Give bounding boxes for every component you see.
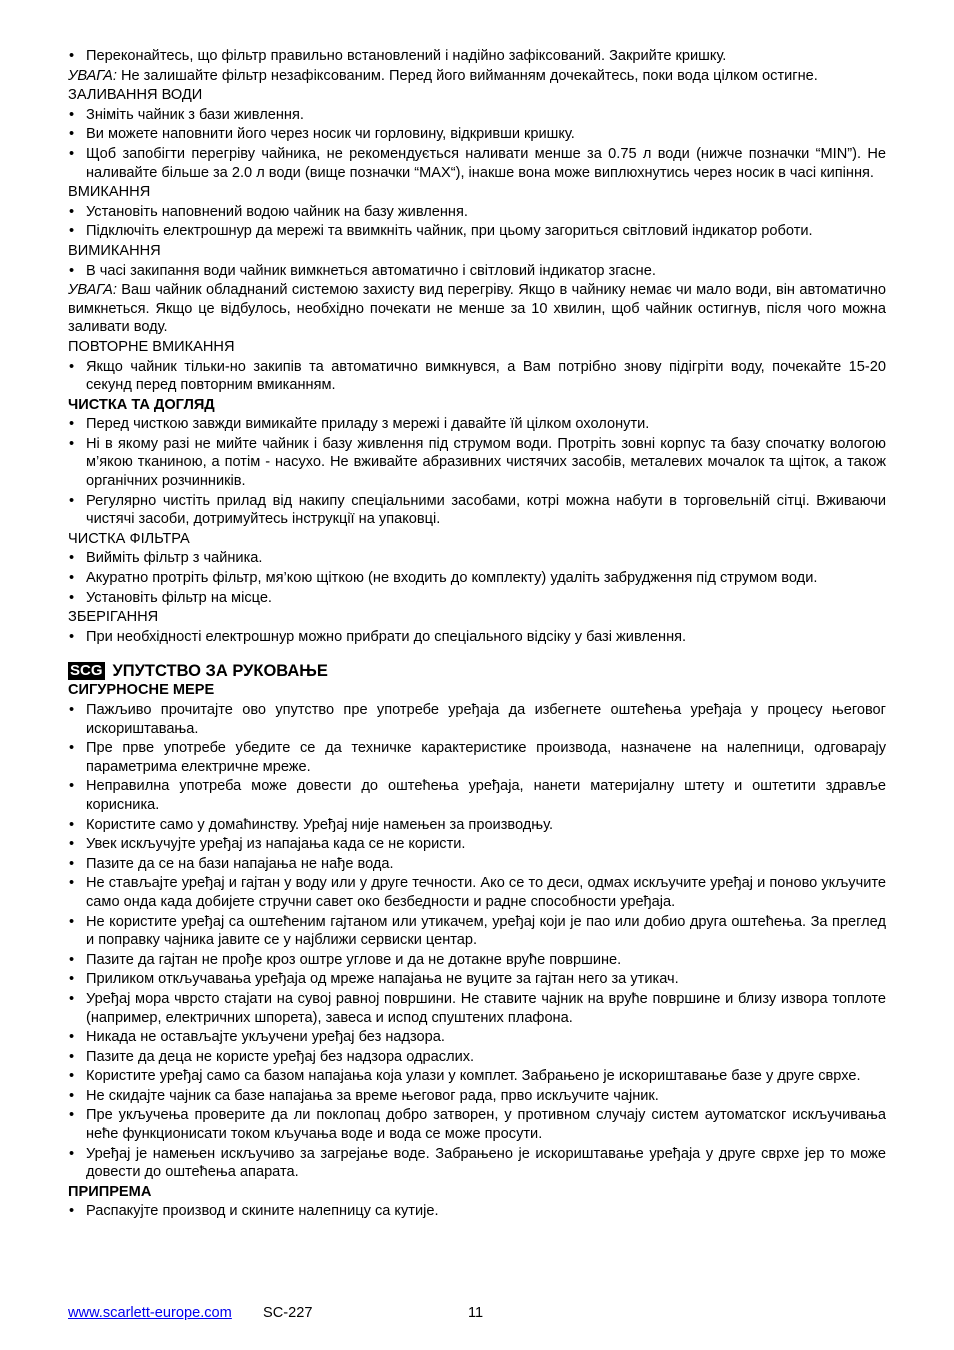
- list-item: • Уређај је намењен искључиво за загрејање воде. Забрањено је искориштавање уређаја у друге сврхе јер то може довести до оштећења апарата.: [68, 1145, 886, 1182]
- document-page: [68, 47, 886, 1222]
- list-item: • Вийміть фільтр з чайника.: [68, 549, 886, 568]
- reboot-list: [68, 358, 886, 395]
- list-item: • Переконайтесь, що фільтр правильно встановлений і надійно зафіксований. Закрийте кришку.: [68, 47, 886, 66]
- list-item: • Неправилна употреба може довести до оштећења уређаја, нанети материјалну штету и оштетити здравље корисника.: [68, 777, 886, 814]
- warning-paragraph: [68, 67, 886, 86]
- list-item: • Пазите да се на бази напајања не нађе вода.: [68, 855, 886, 874]
- warning-label: УВАГА:: [68, 282, 117, 299]
- heading-reboot: ПОВТОРНЕ ВМИКАННЯ: [68, 338, 235, 355]
- list-item: • Уређај мора чврсто стајати на сувој равној површини. Не ставите чајник на вруће површине и близу извора топлоте (например, електричних шпорета), завеса и испод спуштених плафона.: [68, 990, 886, 1027]
- list-item: • Якщо чайник тільки-но закипів та автоматично вимкнувся, а Вам потрібно знову підігріти воду, почекайте 15-20 секунд перед повторним вмиканням.: [68, 358, 886, 395]
- page-number: 11: [468, 1305, 484, 1321]
- list-item: • Увек искључујте уређај из напајања када се не користи.: [68, 835, 886, 854]
- heading-on: ВМИКАННЯ: [68, 184, 151, 201]
- list-item: • При необхідності електрошнур можно прибрати до спеціального відсіку у базі живлення.: [68, 628, 886, 647]
- list-item: • Пажљиво прочитајте ово упутство пре употребе уређаја да избегнете оштећења уређаја у процесу његовог искориштавања.: [68, 701, 886, 738]
- list-item: • Пре укључења проверите да ли поклопац добро затворен, у противном случају систем аутоматског искључивања неће функционисати током кључања воде и вода се може просути.: [68, 1106, 886, 1143]
- filter-install-list: [68, 47, 886, 66]
- on-list: [68, 203, 886, 241]
- list-item: • Не стављајте уређај и гајтан у воду или у друге течности. Ако се то деси, одмах искључите уређај и поново укључите само онда када добијете стручни савет око безбедности и радне способности уређаја.: [68, 874, 886, 911]
- list-item: • Пре прве употребе убедите се да техничке карактеристике производа, назначене на налепници, одговарају параметрима електричне мреже.: [68, 739, 886, 776]
- list-item: • Акуратно протріть фільтр, мя’кою щіткою (не входить до комплекту) удаліть забрудження під струмом води.: [68, 569, 886, 588]
- page-footer: [68, 1304, 886, 1324]
- list-item: • Не користите уређај са оштећеним гајтаном или утикачем, уређај који је пао или добио друга оштећења. За преглед и поправку чајника јавите се у најближи сервиски центар.: [68, 913, 886, 950]
- warning-label: УВАГА:: [68, 67, 117, 84]
- warning-paragraph: [68, 281, 886, 337]
- section-title: УПУТСТВО ЗА РУКОВАЊЕ: [112, 662, 328, 681]
- heading-storage: ЗБЕРІГАННЯ: [68, 609, 159, 626]
- list-item: • Користите уређај само са базом напајања која улази у комплет. Забрањено је искориштавање базе у друге сврхе.: [68, 1067, 886, 1086]
- filter-clean-list: [68, 549, 886, 607]
- list-item: • Не скидајте чајник са базе напајања за време његовог рада, прво искључите чајник.: [68, 1087, 886, 1106]
- list-item: • Зніміть чайник з бази живлення.: [68, 106, 886, 125]
- clean-list: [68, 415, 886, 529]
- list-item: • Пазите да деца не користе уређај без надзора одраслих.: [68, 1048, 886, 1067]
- heading-clean: ЧИСТКА ТА ДОГЛЯД: [68, 396, 215, 413]
- list-item: • Никада не остављајте укључени уређај без надзора.: [68, 1028, 886, 1047]
- heading-filter-clean: ЧИСТКА ФІЛЬТРА: [68, 530, 190, 547]
- section-title-row: [68, 661, 886, 681]
- fill-list: [68, 106, 886, 182]
- language-badge: SCG: [70, 662, 103, 680]
- warning-text: Не залишайте фільтр незафіксованим. Перед його вийманням дочекайтесь, поки вода цілком остигне.: [116, 67, 818, 84]
- list-item: • Перед чисткою завжди вимикайте приладу з мережі і давайте їй цілком охолонути.: [68, 415, 886, 434]
- list-item: • Ви можете наповнити його через носик чи горловину, відкривши кришку.: [68, 125, 886, 144]
- list-item: • Щоб запобігти перегріву чайника, не рекомендується наливати менше за 0.75 л води (нижче позначки “MIN”). Не наливайте більше за 2.0 л води (вище позначки “MAX“), інакше вона може виплюхнутись через носик в часі кипіння.: [68, 145, 886, 182]
- list-item: • Користите само у домаћинству. Уређај није намењен за производњу.: [68, 816, 886, 835]
- list-item: • Установіть наповнений водою чайник на базу живлення.: [68, 203, 886, 222]
- storage-list: [68, 628, 886, 647]
- website-link[interactable]: www.scarlett-europe.com: [68, 1305, 232, 1321]
- preparation-list: [68, 1202, 886, 1221]
- list-item: • Распакујте производ и скините налепницу са кутије.: [68, 1202, 886, 1221]
- list-item: • Пазите да гајтан не прође кроз оштре углове и да не дотакне вруће површине.: [68, 951, 886, 970]
- list-item: • В часі закипання води чайник вимкнеться автоматично і світловий індикатор згасне.: [68, 262, 886, 281]
- list-item: • Установіть фільтр на місце.: [68, 589, 886, 608]
- warning-text: Ваш чайник обладнаний системою захисту вид перегріву. Якщо в чайнику немає чи мало води, він автоматично вимкнеться. Якщо це відбулось, необхідно почекати не менше за 10 хвилин, щоб чайник остигнув, після чого можна заливати воду.: [68, 282, 886, 336]
- heading-off: ВИМИКАННЯ: [68, 242, 161, 259]
- off-list: [68, 262, 886, 281]
- model-number: SC-227: [263, 1305, 313, 1321]
- heading-preparation: ПРИПРЕМА: [68, 1183, 152, 1200]
- list-item: • Регулярно чистіть прилад від накипу спеціальними засобами, котрі можна набути в торговельній сітці. Вживаючи чистячі засоби, дотримуйтесь інструкції на упаковці.: [68, 492, 886, 529]
- safety-list: [68, 701, 886, 1182]
- heading-fill: ЗАЛИВАННЯ ВОДИ: [68, 87, 203, 104]
- heading-safety: СИГУРНОСНЕ МЕРЕ: [68, 682, 215, 699]
- list-item: • Підключіть електрошнур да мережі та ввимкніть чайник, при цьому загориться світловий індикатор роботи.: [68, 222, 886, 241]
- list-item: • Приликом откључавања уређаја од мреже напајања не вуците за гајтан него за утикач.: [68, 970, 886, 989]
- list-item: • Ні в якому разі не мийте чайник і базу живлення під струмом води. Протріть зовні корпус та базу спочатку вологою м’якою тканиною, а потім - насухо. Не вживайте абразивних чистячих засобів, металевих мочалок та щіток, а також органічних розчинників.: [68, 435, 886, 491]
